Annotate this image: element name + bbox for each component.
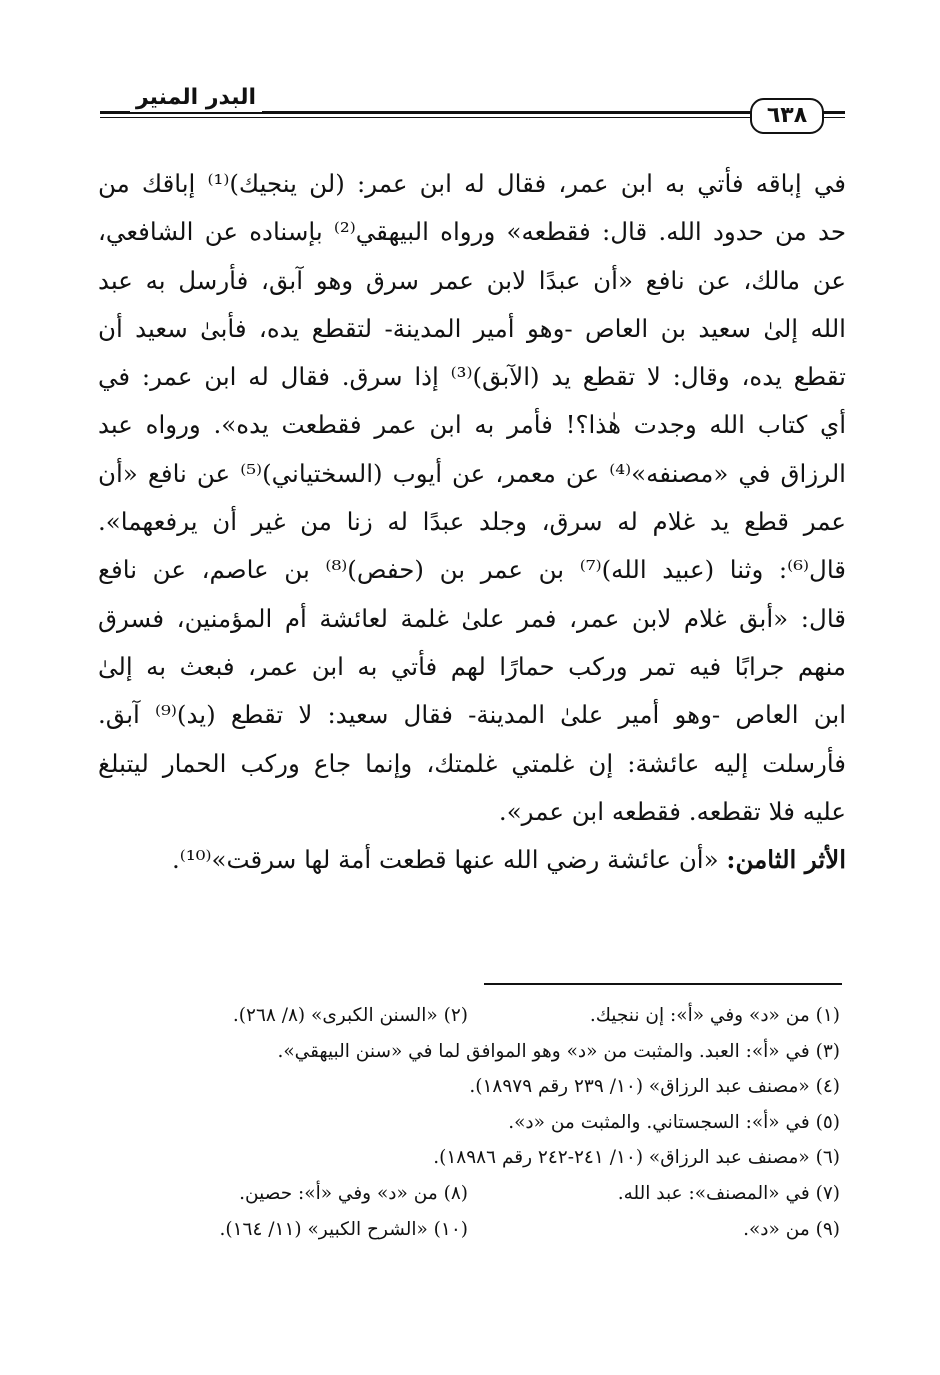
footnote-6: (٦) «مصنف عبد الرزاق» (١٠/ ٢٤١-٢٤٢ رقم ١٨٩٨٦). (433, 1147, 840, 1169)
footnote-row (120, 1105, 840, 1141)
text-line: تقطع يده، وقال: لا تقطع يد (الآبق)⁽³⁾ إذا سرق. فقال له ابن عمر: في (98, 362, 846, 392)
footnote-8: (٨) من «د» وفي «أ»: حصين. (239, 1182, 468, 1204)
athar-heading: الأثر الثامن: (726, 845, 846, 875)
footnote-row (120, 1212, 840, 1248)
footnote-row (120, 1140, 840, 1176)
text-line: حد من حدود الله. قال: فقطعه» ورواه البيهقي⁽²⁾ بإسناده عن الشافعي، (98, 217, 846, 247)
footnote-9: (٩) من «د». (743, 1218, 840, 1240)
footnote-1: (١) من «د» وفي «أ»: إن ننجيك. (589, 1005, 840, 1026)
text-line: عليه فلا تقطعه. فقطعه ابن عمر». (498, 796, 846, 826)
text-line: في إباقه فأتي به ابن عمر، فقال له ابن عمر: (لن ينجيك)⁽¹⁾ إباقك من (98, 169, 846, 198)
text-line: الرزاق في «مصنفه»⁽⁴⁾ عن معمر، عن أيوب (السختياني)⁽⁵⁾ عن نافع «أن (98, 458, 846, 488)
footnote-3: (٣) في «أ»: العبد. والمثبت من «د» وهو الموافق لما في «سنن البيهقي». (277, 1040, 840, 1062)
footnote-2: (٢) «السنن الكبرى» (٨/ ٢٦٨). (232, 1005, 468, 1026)
text-line: عن مالك، عن نافع «أن عبدًا لابن عمر سرق وهو آبق، فأرسل به عبد (98, 265, 846, 295)
footnote-5: (٥) في «أ»: السجستاني. والمثبت من «د». (508, 1111, 840, 1133)
text-line: أي كتاب الله وجدت هٰذا؟! فأمر به ابن عمر فقطعت يده». ورواه عبد (98, 410, 846, 440)
text-line: فأرسلت إليه عائشة: إن غلمتي غلمتك، وإنما جاع وركب الحمار ليتبلغ (98, 748, 846, 778)
footnote-7: (٧) في «المصنف»: عبد الله. (617, 1182, 840, 1204)
main-text (98, 160, 846, 884)
text-line: منهم جرابًا فيه تمر وركب حمارًا لهم فأتي به ابن عمر، فبعث به إلىٰ (98, 651, 846, 681)
footnote-row (120, 1176, 840, 1212)
text-line: قال⁽⁶⁾: وثنا (عبيد الله)⁽⁷⁾ بن عمر بن (حفص)⁽⁸⁾ بن عاصم، عن نافع (98, 555, 846, 585)
text-line: ابن العاص -وهو أمير علىٰ المدينة- فقال سعيد: لا تقطع (يد)⁽⁹⁾ آبق. (98, 700, 846, 730)
text-line: قال: «أبق غلام لابن عمر، فمر علىٰ غلمة لعائشة أم المؤمنين، فسرق (98, 603, 846, 633)
footnote-separator (484, 983, 842, 985)
running-title: البدر المنير (130, 84, 262, 112)
header-rule-thin (100, 117, 845, 118)
athar-line (98, 836, 846, 884)
footnote-row (120, 1069, 840, 1105)
page-header (100, 84, 845, 134)
page-number-badge: ٦٣٨ (750, 98, 824, 134)
text-line: عمر قطع يد غلام له سرق، وجلد عبدًا له زنا من غير أن يرفعهما». (98, 507, 846, 537)
footnote-row (120, 998, 840, 1034)
text-line: الله إلىٰ سعيد بن العاص -وهو أمير المدينة- لتقطع يده، فأبىٰ سعيد أن (98, 313, 846, 343)
footnote-10: (١٠) «الشرح الكبير» (١١/ ١٦٤). (219, 1218, 468, 1240)
footnotes (120, 998, 840, 1247)
footnote-4: (٤) «مصنف عبد الرزاق» (١٠/ ٢٣٩ رقم ١٨٩٧٩). (469, 1076, 840, 1098)
footnote-row (120, 1034, 840, 1070)
athar-text: «أن عائشة رضي الله عنها قطعت أمة لها سرقت»⁽¹⁰⁾. (172, 845, 727, 875)
